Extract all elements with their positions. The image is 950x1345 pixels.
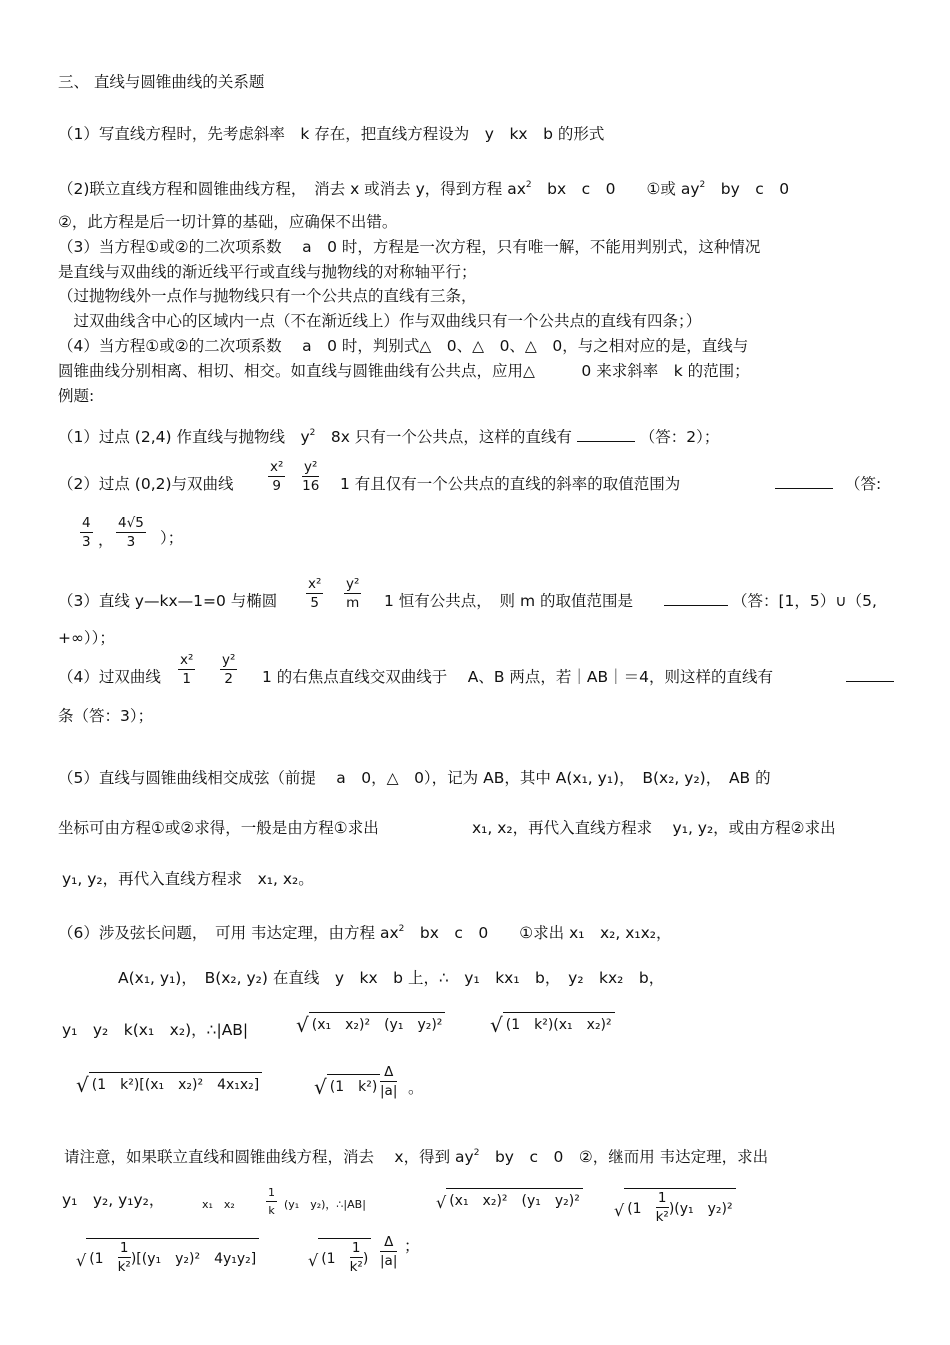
example-label: 例题:: [58, 387, 95, 405]
example-4-blank: [846, 667, 894, 687]
example-2-blank: [775, 474, 833, 494]
example-4-text-a: （4）过双曲线: [58, 668, 161, 686]
e2-fraction-x2-9: $\frac{\text{x²}}{9}$: [270, 459, 284, 494]
note-exponent: 2: [473, 1148, 480, 1158]
delta-over-abs-a-2: $\frac{\Delta}{|a|}$: [380, 1234, 398, 1269]
note-line-2-b: x₁ x₂: [202, 1198, 235, 1211]
paragraph-1: （1）写直线方程时，先考虑斜率 k 存在，把直线方程设为 y kx b 的形式: [58, 125, 605, 143]
example-6-line-2: A(x₁, y₁)， B(x₂, y₂) 在直线 y kx b 上，∴ y₁ kx₁ b， y₂ kx₂ b，: [118, 969, 665, 987]
e1-answer-blank: [577, 441, 635, 442]
example-3-blank: [664, 591, 728, 611]
example-2-answer-label: （答:: [845, 475, 882, 493]
formula-end-mark: 。: [408, 1079, 424, 1097]
e1-text-a: （1）过点 (2,4) 作直线与抛物线 y: [58, 428, 310, 446]
e2-answer-fraction-4sqrt5-3: $\frac{4√5}{3}$: [118, 515, 144, 550]
p2-text-a: （2)联立直线方程和圆锥曲线方程， 消去 x 或消去 y，得到方程 ax: [58, 180, 526, 198]
delta-over-abs-a-1: $\frac{\Delta}{|a|}$: [380, 1064, 398, 1099]
paragraph-2-line-2: ②，此方程是后一切计算的基础，应确保不出错。: [58, 213, 398, 231]
e6-text-b: bx c 0 ①求出 x₁ x₂, x₁x₂，: [404, 924, 672, 942]
paragraph-3-line-3: （过抛物线外一点作与抛物线只有一个公共点的直线有三条，: [58, 287, 477, 305]
example-4-end: 条（答：3）；: [58, 707, 154, 725]
e1-text-b: 8x 只有一个公共点，这样的直线有: [315, 428, 572, 446]
p2-text-b: bx c 0 ①或 ay: [531, 180, 700, 198]
example-6-line-3: y₁ y₂ k(x₁ x₂)，∴|AB|: [62, 1021, 249, 1039]
radical-3: √ (1 k²)[(x₁ x₂)² 4x₁x₂]: [76, 1072, 262, 1097]
e2-answer-fraction-4-3: $\frac{4}{3}$: [82, 515, 91, 550]
paragraph-3-line-1: （3）当方程①或②的二次项系数 a 0 时，方程是一次方程，只有唯一解，不能用判别式，这种情况: [58, 238, 761, 256]
example-3-answer: （答：[1，5）∪（5,: [732, 592, 877, 610]
note-line-1: [64, 1143, 768, 1167]
e6-exponent: 2: [398, 924, 405, 934]
e1-answer: （答：2）；: [639, 428, 720, 446]
example-6-line-1: [58, 919, 672, 943]
p2-exponent-1: 2: [525, 180, 532, 190]
note-end-semicolon: ；: [404, 1237, 420, 1255]
e2-fraction-y2-16: $\frac{\text{y²}}{16}$: [302, 459, 320, 494]
example-2-text-b: 1 有且仅有一个公共点的直线的斜率的取值范围为: [340, 475, 681, 493]
example-1: [58, 423, 719, 447]
example-5-line-1: （5）直线与圆锥曲线相交成弦（前提 a 0，△ 0），记为 AB，其中 A(x₁, y₁)， B(x₂, y₂)， AB 的: [58, 769, 771, 787]
example-5-line-2-a: 坐标可由方程①或②求得，一般是由方程①求出: [58, 819, 379, 837]
radical-5: √ (x₁ x₂)² (y₁ y₂)²: [436, 1188, 583, 1212]
radical-7: √ (1 $\frac{1}{\text{k²}}$ )[(y₁ y₂)² 4y₁y₂]: [76, 1238, 259, 1276]
note-line-2-a: y₁ y₂, y₁y₂，: [62, 1191, 165, 1209]
paragraph-3-line-4: 过双曲线含中心的区域内一点（不在渐近线上）作与双曲线只有一个公共点的直线有四条；）: [58, 312, 702, 330]
radical-8: √ (1 $\frac{1}{\text{k²}}$ ): [308, 1238, 371, 1276]
example-2-end: ）；: [160, 529, 184, 547]
paragraph-3-line-2: 是直线与双曲线的渐近线平行或直线与抛物线的对称轴平行；: [58, 263, 477, 281]
example-3-end: +∞））；: [58, 629, 115, 647]
radical-6: √ (1 $\frac{1}{\text{k²}}$ )(y₁ y₂)²: [614, 1188, 736, 1226]
e6-text-a: （6）涉及弦长问题， 可用 韦达定理，由方程 ax: [58, 924, 399, 942]
note-text-b: by c 0 ②，继而用 韦达定理，求出: [479, 1148, 769, 1166]
example-5-line-2-b: x₁, x₂，再代入直线方程求 y₁, y₂，或由方程②求出: [472, 819, 836, 837]
section-title: 三、 直线与圆锥曲线的关系题: [58, 73, 265, 91]
radical-2: √ (1 k²)(x₁ x₂)²: [490, 1012, 615, 1037]
paragraph-4-line-1: （4）当方程①或②的二次项系数 a 0 时，判别式△ 0、△ 0、△ 0，与之相对应的是，直线与: [58, 337, 749, 355]
radical-4: √ (1 k²): [314, 1074, 380, 1099]
example-2-text-a: （2）过点 (0,2)与双曲线: [58, 475, 234, 493]
example-3-text-b: 1 恒有公共点， 则 m 的取值范围是: [384, 592, 633, 610]
paragraph-4-line-2: 圆锥曲线分别相离、相切、相交。如直线与圆锥曲线有公共点，应用△ 0 来求斜率 k 的范围；: [58, 362, 750, 380]
e4-fraction-x2-1: $\frac{\text{x²}}{1}$: [180, 652, 194, 687]
e2-answer-comma: ，: [98, 531, 114, 549]
example-5-line-3: y₁, y₂，再代入直线方程求 x₁, x₂。: [62, 870, 314, 888]
paragraph-2-line-1: [58, 175, 789, 199]
note-text-a: 请注意，如果联立直线和圆锥曲线方程，消去 x，得到 ay: [64, 1148, 474, 1166]
note-line-2-c: (y₁ y₂)，∴|AB|: [284, 1198, 366, 1211]
p2-text-c: by c 0: [705, 180, 790, 198]
radical-1: √ (x₁ x₂)² (y₁ y₂)²: [296, 1012, 445, 1037]
example-3-text-a: （3）直线 y—kx—1=0 与椭圆: [58, 592, 278, 610]
example-4-text-b: 1 的右焦点直线交双曲线于 A、B 两点，若｜AB｜＝4，则这样的直线有: [262, 668, 773, 686]
e3-fraction-x2-5: $\frac{\text{x²}}{5}$: [308, 576, 322, 611]
e3-fraction-y2-m: $\frac{\text{y²}}{m}$: [346, 576, 360, 611]
note-fraction-1-k: $\frac{1}{k}$: [268, 1186, 275, 1217]
e1-exponent: 2: [309, 428, 316, 438]
e4-fraction-y2-2: $\frac{\text{y²}}{2}$: [222, 652, 236, 687]
p2-exponent-2: 2: [699, 180, 706, 190]
